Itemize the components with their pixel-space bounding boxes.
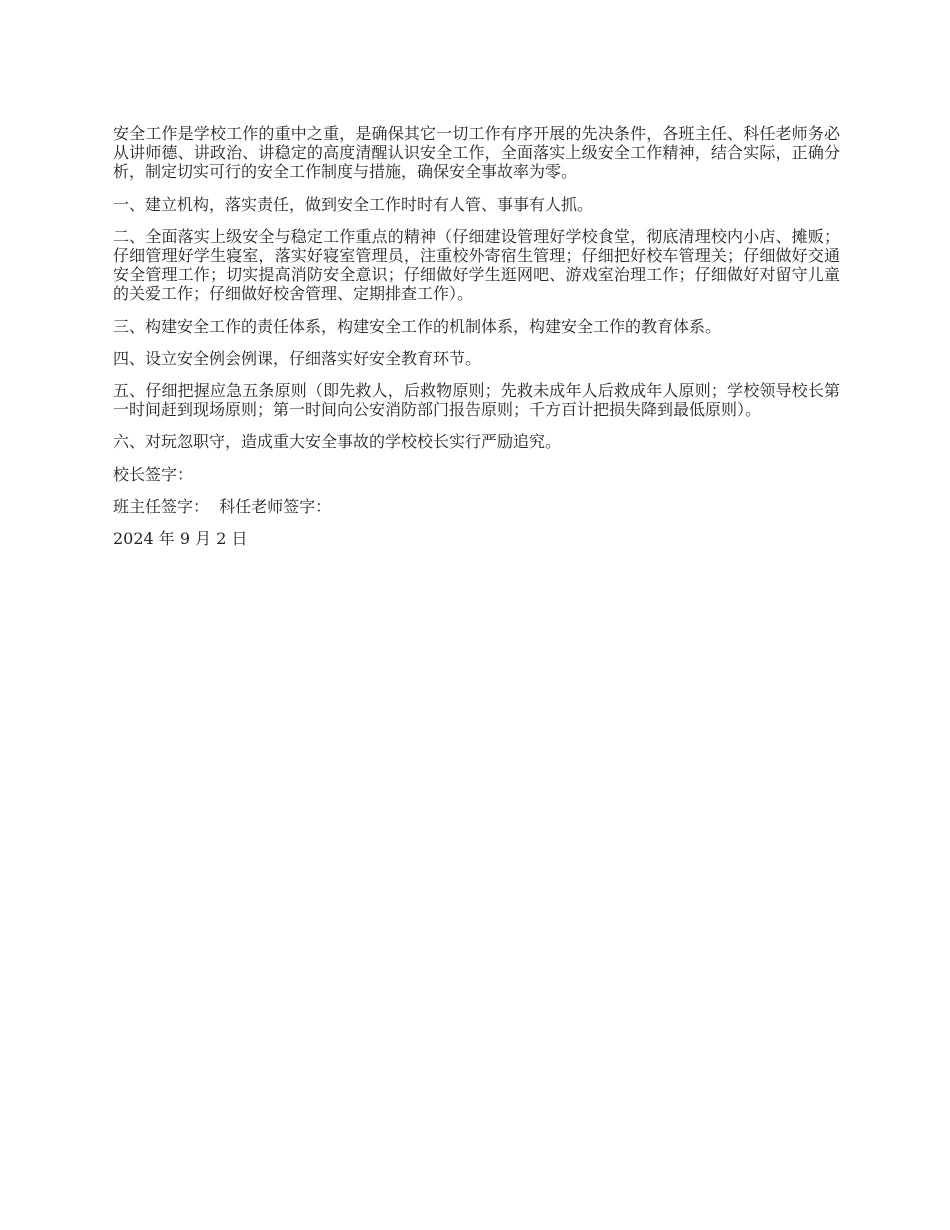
document-body bbox=[113, 124, 840, 561]
item-2-paragraph: 二、全面落实上级安全与稳定工作重点的精神（仔细建设管理好学校食堂，彻底清理校内小店、摊贩；仔细管理好学生寝室，落实好寝室管理员，注重校外寄宿生管理；仔细把好校车管理关；仔细做好交通安全管理工作；切实提高消防安全意识；仔细做好学生逛网吧、游戏室治理工作；仔细做好对留守儿童的关爱工作；仔细做好校舍管理、定期排查工作）。 bbox=[113, 226, 840, 304]
item-6-paragraph: 六、对玩忽职守，造成重大安全事故的学校校长实行严励追究。 bbox=[113, 432, 562, 452]
document-date: 2024 年 9 月 2 日 bbox=[113, 529, 248, 549]
item-4-paragraph: 四、设立安全例会例课，仔细落实好安全教育环节。 bbox=[113, 348, 482, 368]
intro-paragraph: 安全工作是学校工作的重中之重，是确保其它一切工作有序开展的先决条件，各班主任、科任老师务必从讲师德、讲政治、讲稳定的高度清醒认识安全工作，全面落实上级安全工作精神，结合实际，正确分析，制定切实可行的安全工作制度与措施，确保安全事故率为零。 bbox=[113, 124, 840, 182]
teacher-signature-line: 班主任签字： 科任老师签字： bbox=[113, 496, 332, 516]
item-1-paragraph: 一、建立机构，落实责任，做到安全工作时时有人管、事事有人抓。 bbox=[113, 194, 594, 214]
item-5-paragraph: 五、仔细把握应急五条原则（即先救人，后救物原则；先救未成年人后救成年人原则；学校领导校长第一时间赶到现场原则；第一时间向公安消防部门报告原则；千方百计把损失降到最低原则）。 bbox=[113, 381, 840, 420]
principal-signature-line: 校长签字： bbox=[113, 464, 194, 484]
item-3-paragraph: 三、构建安全工作的责任体系，构建安全工作的机制体系，构建安全工作的教育体系。 bbox=[113, 316, 722, 336]
